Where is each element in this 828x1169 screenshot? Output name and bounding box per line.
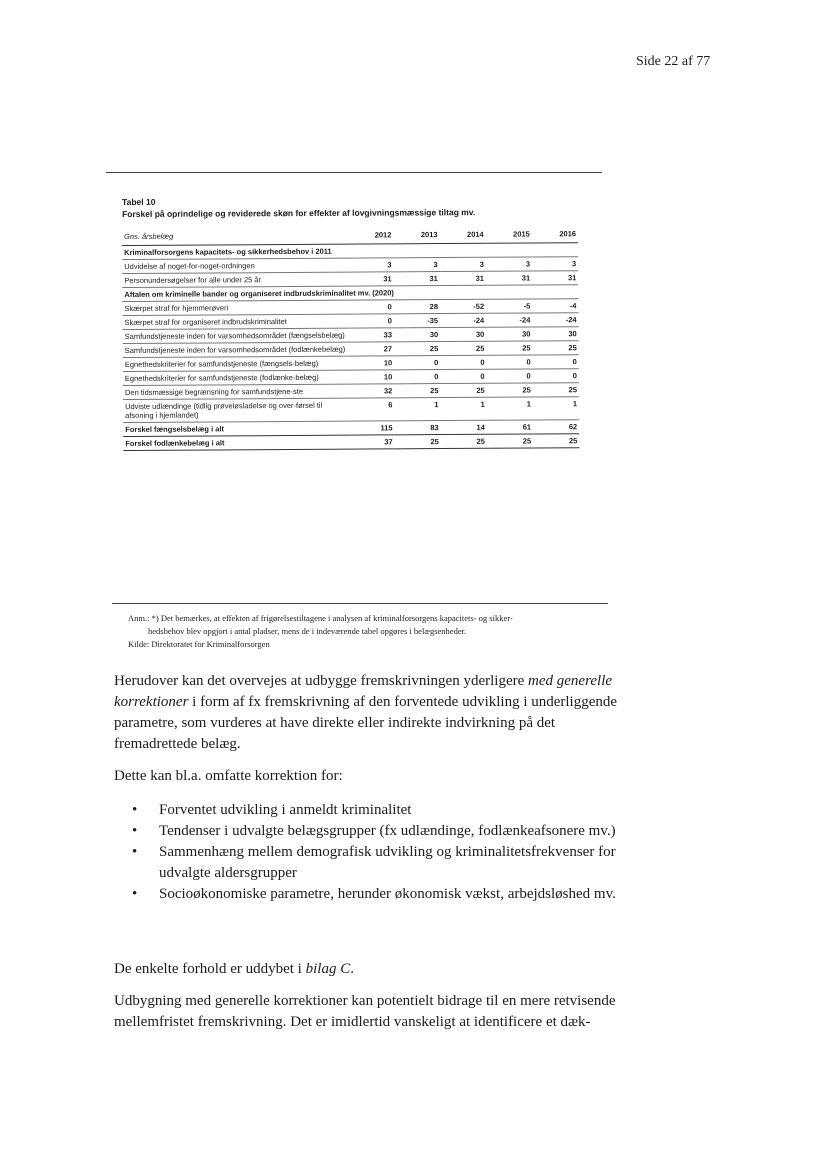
cell-value: 0 <box>440 369 486 383</box>
cell-value: 31 <box>440 271 486 285</box>
year-header: 2012 <box>347 228 393 244</box>
paragraph-text: Herudover kan det overvejes at udbygge fremskrivningen yderligere <box>114 673 529 689</box>
cell-value: 25 <box>487 383 533 397</box>
list-item-text: Sammenhæng mellem demografisk udvikling og kriminalitetsfrekvenser for udvalgte aldersgrupper <box>159 844 616 881</box>
cell-value: 1 <box>533 397 579 420</box>
total-label: Forskel fængselsbelæg i alt <box>123 421 348 436</box>
row-label: Skærpet straf for hjemmerøveri <box>122 300 347 315</box>
row-label: Den tidsmæssige begrænsning for samfundstjene-ste <box>123 384 348 399</box>
emphasis-text: med generelle korrektioner <box>114 673 613 710</box>
cell-value: 31 <box>532 271 578 285</box>
cell-value: 32 <box>348 384 394 398</box>
year-header: 2013 <box>393 228 439 244</box>
cell-value: 0 <box>440 355 486 369</box>
page-number: Side 22 af 77 <box>636 54 711 69</box>
cell-value: 25 <box>394 342 440 356</box>
cell-value: 3 <box>347 258 393 272</box>
cell-value: -52 <box>440 299 486 313</box>
table-subtitle: Forskel på oprindelige og reviderede skøn for effekter af lovgivningsmæssige tiltag mv. <box>122 207 476 219</box>
cell-value: 28 <box>394 300 440 314</box>
bottom-rule <box>112 603 608 604</box>
cell-value: 25 <box>440 341 486 355</box>
cell-value: 3 <box>532 257 578 271</box>
cell-value: 3 <box>394 258 440 272</box>
cell-value: 30 <box>440 327 486 341</box>
bullet-icon: • <box>132 823 138 839</box>
paragraph: Dette kan bl.a. omfatte korrektion for: <box>114 768 343 784</box>
paragraph <box>114 959 622 980</box>
cell-value: -4 <box>532 299 578 313</box>
list-item <box>132 884 624 905</box>
total-value: 37 <box>348 435 394 449</box>
cell-value: 3 <box>440 257 486 271</box>
cell-value: 1 <box>487 397 533 420</box>
cell-value: -24 <box>532 313 578 327</box>
row-label: Udvidelse af noget-for-noget-ordningen <box>122 258 347 273</box>
total-value: 25 <box>395 435 441 449</box>
paragraph-text: De enkelte forhold er uddybet i <box>114 961 306 977</box>
section-title: Kriminalforsorgens kapacitets- og sikkerhedsbehov i 2011 <box>122 243 578 260</box>
data-table <box>122 227 579 451</box>
section-title: Aftalen om kriminelle bander og organiseret indbrudskriminalitet mv. (2020) <box>122 285 578 302</box>
cell-value: 30 <box>394 328 440 342</box>
total-value: 83 <box>395 421 441 435</box>
paragraph <box>114 671 622 755</box>
table-row <box>123 397 579 423</box>
bullet-icon: • <box>132 802 138 818</box>
header-label: Gns. årsbelæg <box>122 229 347 246</box>
cell-value: 33 <box>348 328 394 342</box>
cell-value: 25 <box>394 384 440 398</box>
cell-value: 0 <box>394 370 440 384</box>
row-label: Udviste udlændinge (tidlig prøveløsladelse og over-førsel til afsoning i hjemlandet) <box>123 398 348 422</box>
cell-value: 31 <box>486 271 532 285</box>
bullet-icon: • <box>132 844 138 860</box>
cell-value: 0 <box>533 369 579 383</box>
cell-value: 25 <box>533 383 579 397</box>
cell-value: 27 <box>348 342 394 356</box>
cell-value: 0 <box>533 355 579 369</box>
cell-value: 10 <box>348 356 394 370</box>
list-item <box>132 800 624 821</box>
total-value: 62 <box>533 420 579 434</box>
paragraph: Udbygning med generelle korrektioner kan potentielt bidrage til en mere retvisende mellemfristet fremskrivning. Det er imidlertid vanskeligt at identificere et dæk- <box>114 993 616 1030</box>
total-value: 25 <box>533 434 579 448</box>
top-rule <box>106 172 602 173</box>
total-value: 61 <box>487 420 533 434</box>
list-item-text: Tendenser i udvalgte belægsgrupper (fx udlændinge, fodlænkeafsonere mv.) <box>159 823 616 839</box>
cell-value: 30 <box>532 327 578 341</box>
total-label: Forskel fodlænkebelæg i alt <box>123 435 348 450</box>
cell-value: 0 <box>348 314 394 328</box>
year-header: 2016 <box>532 227 578 243</box>
cell-value: -35 <box>394 314 440 328</box>
year-header: 2015 <box>486 227 532 243</box>
cell-value: -24 <box>486 313 532 327</box>
total-value: 25 <box>441 434 487 448</box>
total-value: 25 <box>487 434 533 448</box>
row-label: Samfundstjeneste inden for varsomhedsområdet (fængselsbelæg) <box>123 328 348 343</box>
paragraph-text: i form af fx fremskrivning af den forventede udvikling i underliggende parametre, som vurderes at have direkte eller indirekte indvirkning på det fremadrettede belæg. <box>114 694 618 752</box>
bullet-list <box>132 800 624 905</box>
cell-value: 0 <box>394 356 440 370</box>
list-item-text: Forventet udvikling i anmeldt kriminalitet <box>159 802 412 818</box>
paragraph-text: . <box>350 961 354 977</box>
row-label: Samfundstjeneste inden for varsomhedsområdet (fodlænkebelæg) <box>123 342 348 357</box>
row-label: Egnethedskriterier for samfundstjeneste (fængsels-belæg) <box>123 356 348 371</box>
table-title: Tabel 10 <box>122 196 156 207</box>
cell-value: 0 <box>348 300 394 314</box>
total-value: 115 <box>348 421 394 435</box>
cell-value: -5 <box>486 299 532 313</box>
note-line: Anm.: *) Det bemærkes, at effekten af frigørelsestiltagene i analysen af kriminalforsorgens kapacitets- og sikker- <box>128 613 513 623</box>
bullet-icon: • <box>132 886 138 902</box>
cell-value: -24 <box>440 313 486 327</box>
row-label: Skærpet straf for organiseret indbrudskriminalitet <box>123 314 348 329</box>
cell-value: 0 <box>487 369 533 383</box>
list-item <box>132 821 624 842</box>
list-item-text: Socioøkonomiske parametre, herunder økonomisk vækst, arbejdsløshed mv. <box>159 886 616 902</box>
cell-value: 6 <box>348 398 394 421</box>
table-notes <box>128 612 513 651</box>
cell-value: 0 <box>486 355 532 369</box>
cell-value: 31 <box>347 272 393 286</box>
note-line: hedsbehov blev opgjort i antal pladser, mens de i indeværende tabel opgøres i belægsenheder. <box>148 626 467 636</box>
row-label: Personundersøgelser for alle under 25 år <box>122 272 347 287</box>
cell-value: 31 <box>394 272 440 286</box>
cell-value: 25 <box>486 341 532 355</box>
cell-value: 1 <box>394 398 440 421</box>
emphasis-text: bilag C <box>305 961 351 977</box>
total-value: 14 <box>441 420 487 434</box>
cell-value: 3 <box>486 257 532 271</box>
cell-value: 25 <box>440 383 486 397</box>
total-row <box>123 434 579 451</box>
cell-value: 30 <box>486 327 532 341</box>
source-line: Kilde: Direktoratet for Kriminalforsorgen <box>128 639 270 649</box>
cell-value: 1 <box>441 397 487 420</box>
cell-value: 10 <box>348 370 394 384</box>
cell-value: 25 <box>532 341 578 355</box>
year-header: 2014 <box>439 228 485 244</box>
list-item <box>132 842 624 884</box>
row-label: Egnethedskriterier for samfundstjeneste (fodlænke-belæg) <box>123 370 348 385</box>
table-caption <box>122 194 475 220</box>
